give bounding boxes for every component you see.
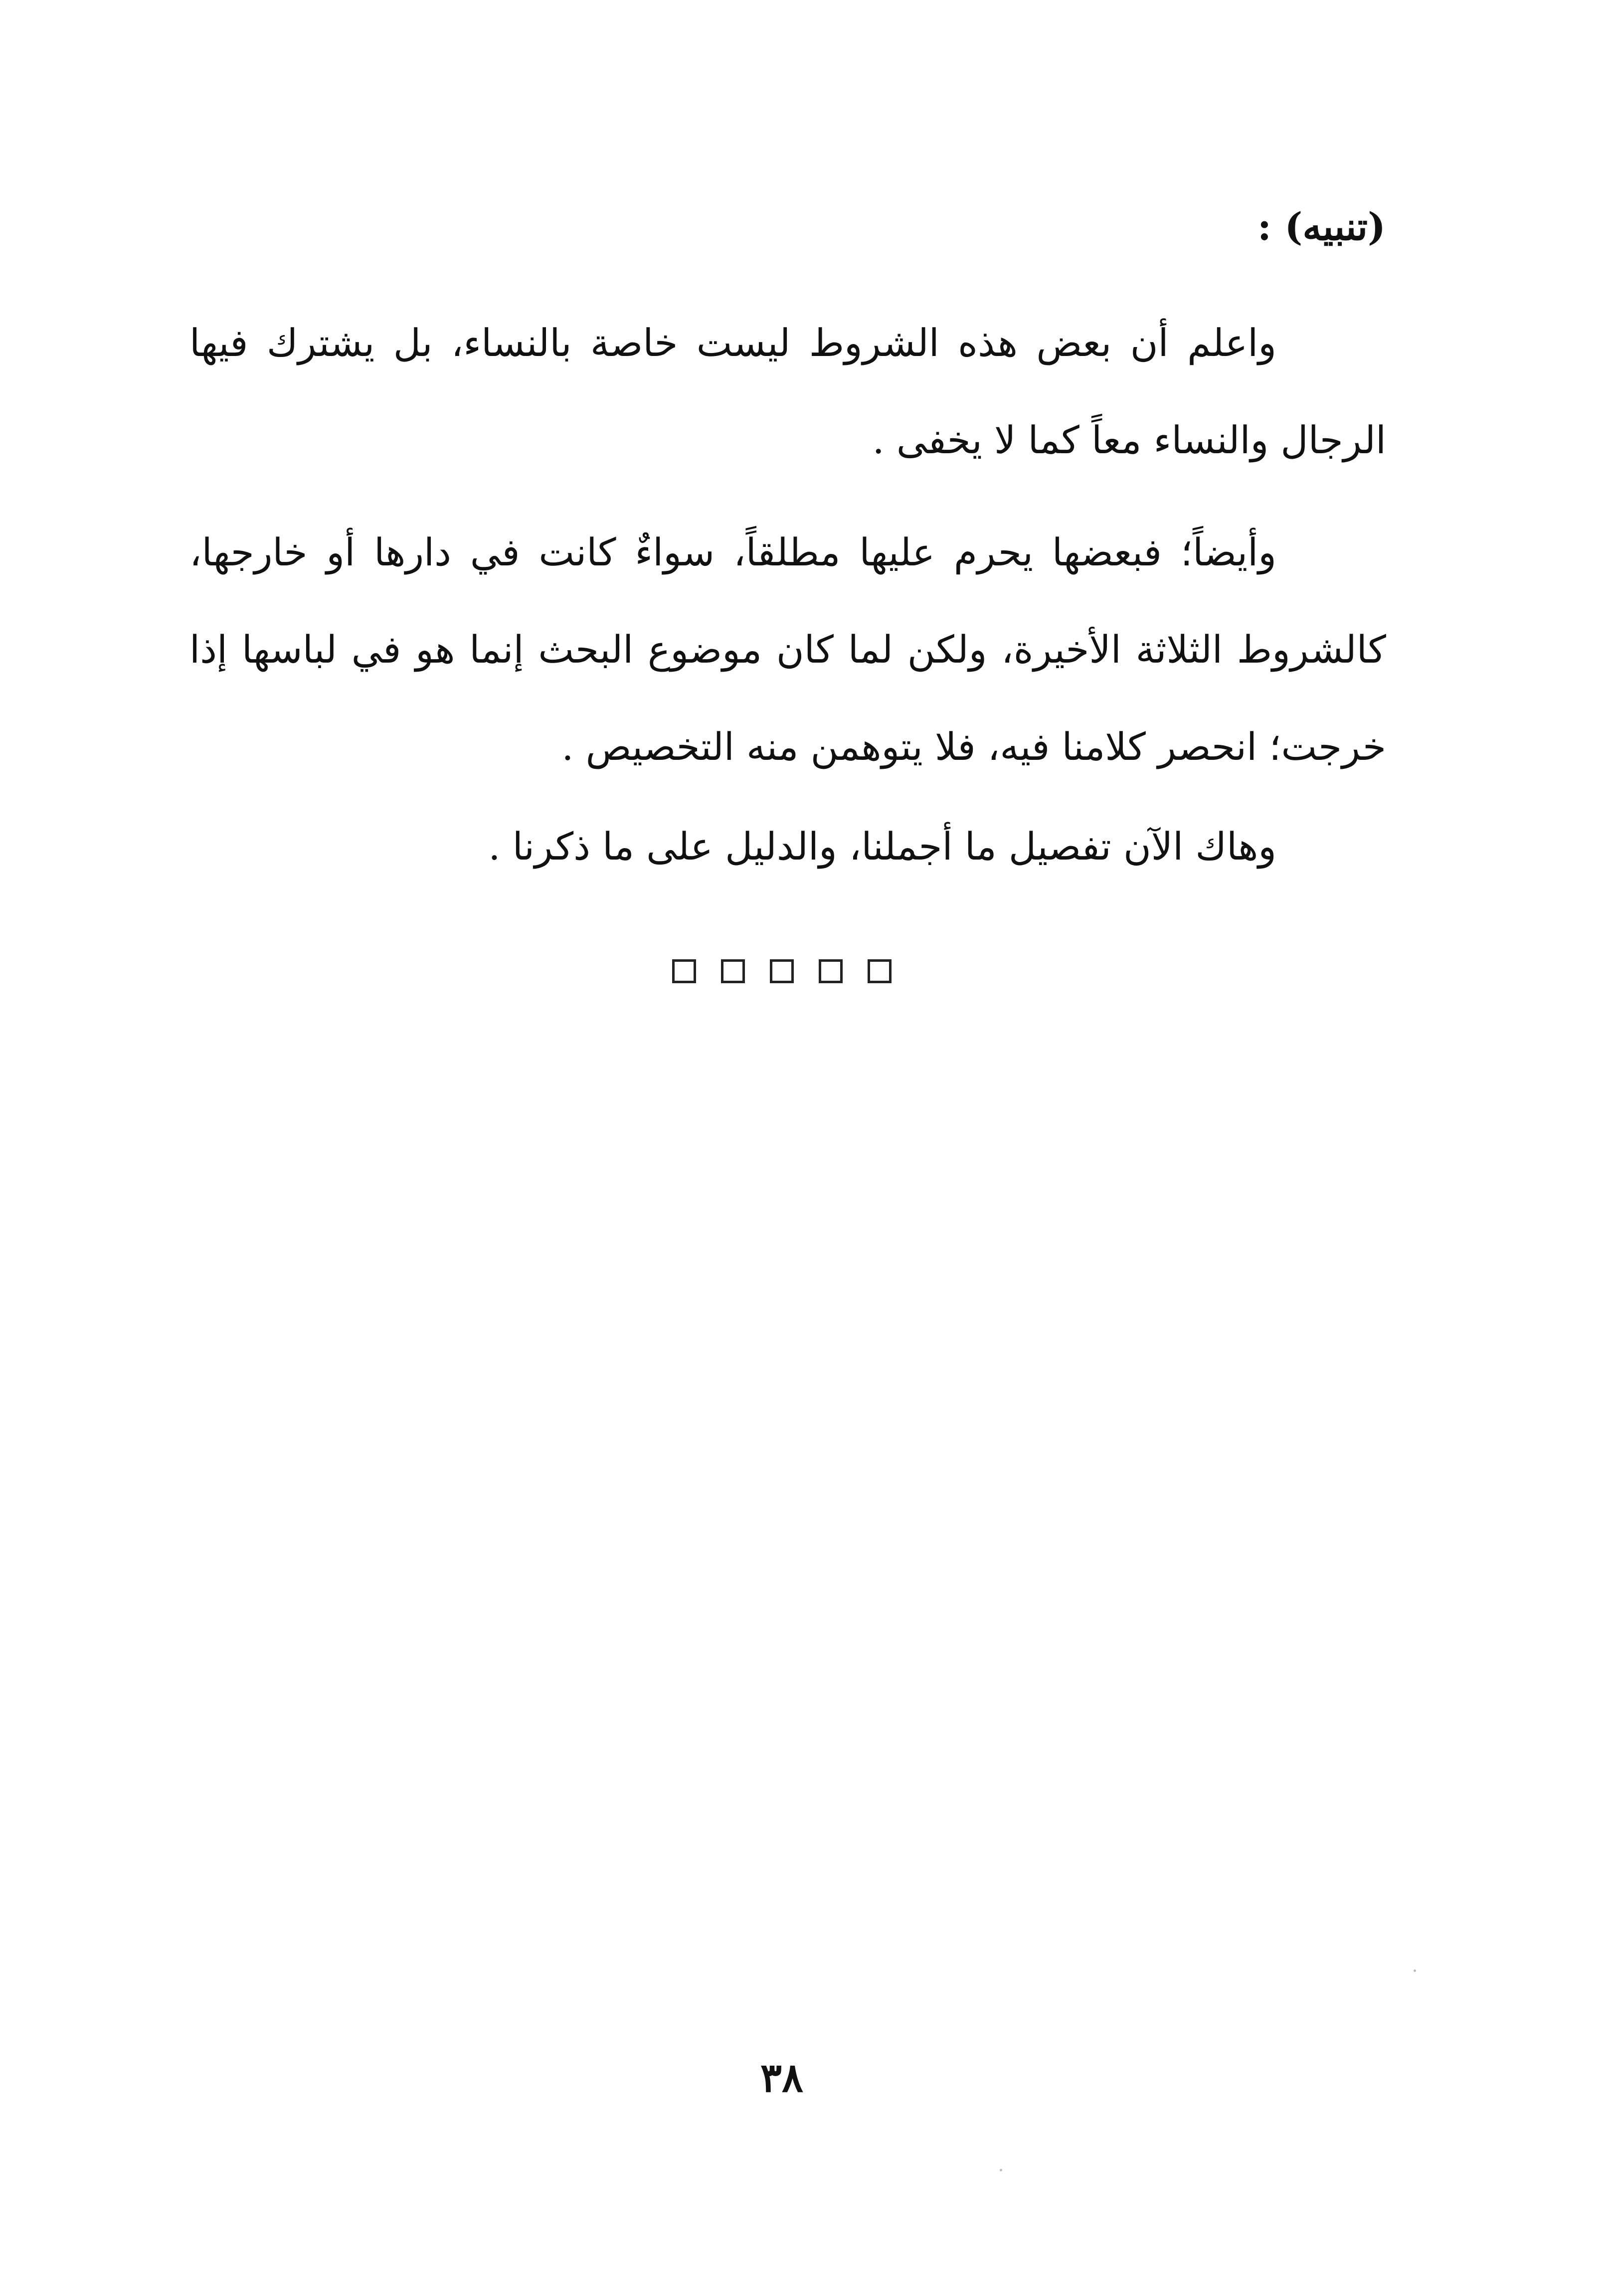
ornament-square-icon xyxy=(672,959,696,983)
ornament-square-icon xyxy=(868,959,892,983)
paragraph-3-text: وهاك الآن تفصيل ما أجملنا، والدليل على ما ذكرنا . xyxy=(488,824,1276,869)
scan-speck xyxy=(1000,2169,1002,2171)
paragraph-2 xyxy=(189,504,1386,795)
section-end-ornament xyxy=(672,956,892,986)
paragraph-1-text: واعلم أن بعض هذه الشروط ليست خاصة بالنساء، بل يشترك فيها الرجال والنساء معاً كما لا يخفى . xyxy=(189,321,1386,462)
section-heading: (تنبيه) : xyxy=(1257,204,1386,249)
ornament-square-icon xyxy=(819,959,843,983)
ornament-square-icon xyxy=(770,959,794,983)
paragraph-1 xyxy=(189,294,1386,489)
paragraph-3 xyxy=(189,798,1386,895)
paragraph-2-text: وأيضاً؛ فبعضها يحرم عليها مطلقاً، سواءٌ كانت في دارها أو خارجها، كالشروط الثلاثة الأخيرة، ولكن لما كان موضوع البحث إنما هو في لباسها إذا خرجت؛ انحصر كلامنا فيه، فلا يتوهمن منه التخصيص . xyxy=(189,530,1386,769)
ornament-square-icon xyxy=(721,959,745,983)
page-number: ٣٨ xyxy=(760,2054,803,2101)
scan-speck xyxy=(1414,1969,1416,1972)
